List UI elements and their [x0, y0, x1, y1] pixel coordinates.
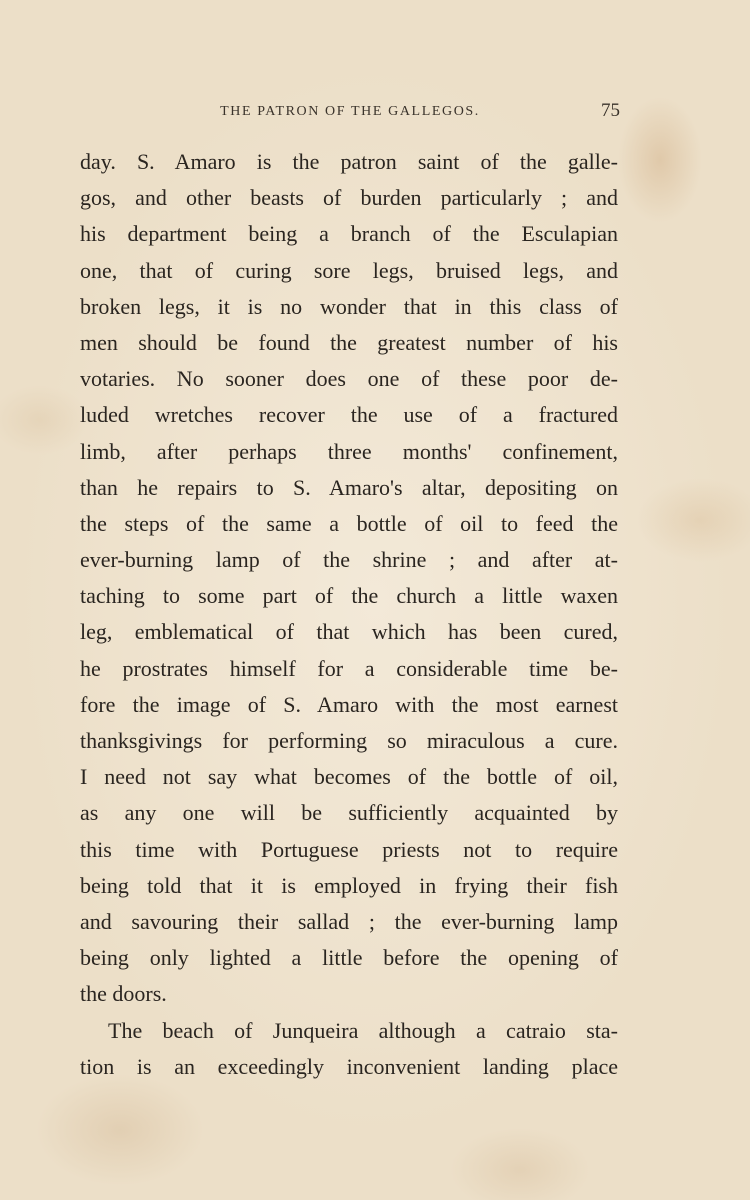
text-line: being only lighted a little before the opening of: [80, 945, 618, 971]
text-line: limb, after perhaps three months' confinement,: [80, 438, 618, 464]
page-header: [80, 100, 620, 126]
text-line: luded wretches recover the use of a fractured: [80, 402, 618, 428]
page-number: 75: [601, 100, 620, 121]
running-title: THE PATRON OF THE GALLEGOS.: [220, 104, 480, 119]
text-line: taching to some part of the church a little waxen: [80, 583, 618, 609]
text-line: the steps of the same a bottle of oil to feed the: [80, 510, 618, 536]
text-line: leg, emblematical of that which has been cured,: [80, 619, 618, 645]
text-line: this time with Portuguese priests not to require: [80, 836, 618, 862]
text-line: men should be found the greatest number of his: [80, 329, 618, 355]
text-line: tion is an exceedingly inconvenient landing place: [80, 1053, 618, 1079]
text-line: fore the image of S. Amaro with the most earnest: [80, 691, 618, 717]
paragraph-1: [80, 144, 618, 1013]
text-line: being told that it is employed in frying their fish: [80, 872, 618, 898]
text-line: the doors.: [80, 981, 167, 1007]
text-line: one, that of curing sore legs, bruised legs, and: [80, 257, 618, 283]
text-line: votaries. No sooner does one of these poor de-: [80, 366, 618, 392]
text-line: and savouring their sallad ; the ever-burning lamp: [80, 908, 618, 934]
paragraph-2: [80, 1013, 618, 1085]
text-line: The beach of Junqueira although a catraio sta-: [108, 1017, 618, 1043]
text-line: I need not say what becomes of the bottle of oil,: [80, 764, 618, 790]
text-line: than he repairs to S. Amaro's altar, depositing on: [80, 474, 618, 500]
text-line: as any one will be sufficiently acquainted by: [80, 800, 618, 826]
text-line: gos, and other beasts of burden particularly ; and: [80, 185, 618, 211]
text-line: ever-burning lamp of the shrine ; and after at-: [80, 547, 618, 573]
body-text: [80, 144, 618, 1085]
text-line: thanksgivings for performing so miraculous a cure.: [80, 728, 618, 753]
text-line: day. S. Amaro is the patron saint of the galle-: [80, 149, 618, 174]
text-line: he prostrates himself for a considerable time be-: [80, 655, 618, 681]
text-line: broken legs, it is no wonder that in this class of: [80, 293, 618, 319]
text-line: his department being a branch of the Esculapian: [80, 221, 618, 247]
